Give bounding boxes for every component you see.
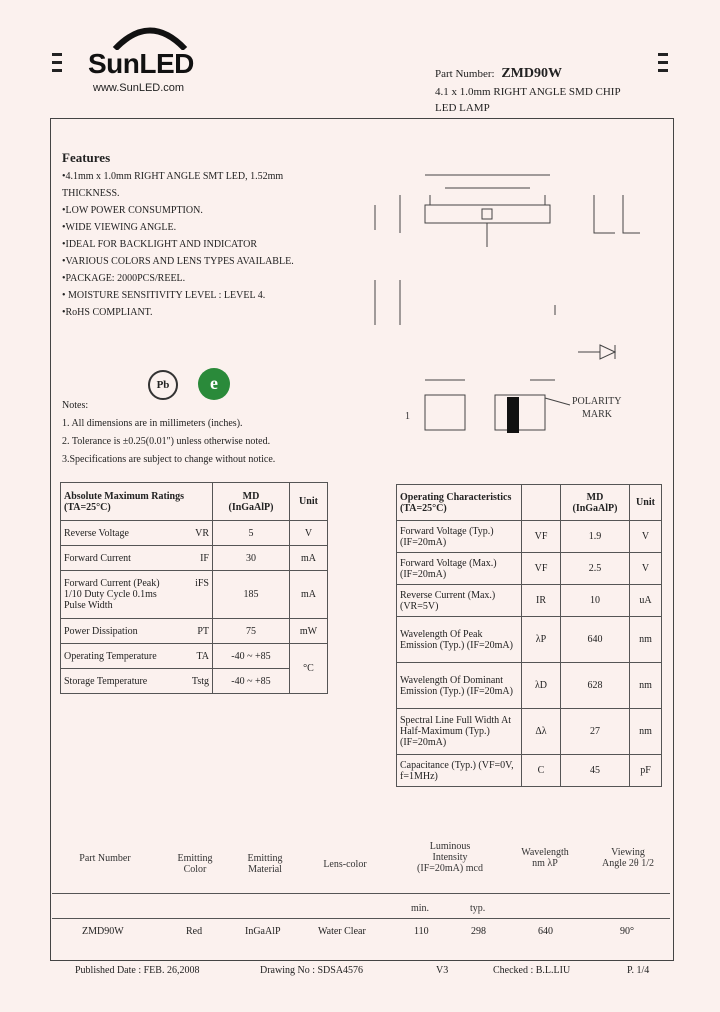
abs-max-md-header [213, 483, 290, 521]
table-row [397, 553, 662, 585]
sym: C [522, 755, 561, 787]
parts-sub-typ: typ. [470, 903, 486, 914]
header-bars-left [52, 53, 62, 77]
table-row [397, 709, 662, 755]
unit: °C [290, 644, 328, 694]
parts-row-min: 110 [414, 926, 429, 937]
notes [62, 397, 275, 469]
unit: uA [630, 585, 662, 617]
footer-drawing-number: Drawing No : SDSA4576 [260, 965, 364, 976]
unit: V [630, 521, 662, 553]
polarity-label: POLARITY [572, 396, 622, 407]
table-row [61, 571, 328, 619]
pb-free-label: Pb [156, 379, 170, 391]
md-label: MD [586, 491, 604, 503]
param: Forward Current [64, 552, 131, 564]
feature-item: •VARIOUS COLORS AND LENS TYPES AVAILABLE. [62, 256, 294, 267]
op-char-header-title: Operating Characteristics [400, 491, 512, 503]
value: 10 [561, 585, 630, 617]
features-list [62, 168, 294, 321]
polarity-mark [507, 397, 519, 433]
unit: nm [630, 709, 662, 755]
rohs-e-icon [198, 368, 230, 400]
value: 185 [213, 571, 290, 619]
table-row [397, 755, 662, 787]
unit: mA [290, 546, 328, 571]
param: Storage Temperature [64, 675, 148, 687]
unit: mW [290, 619, 328, 644]
param: Capacitance (Typ.) (VF=0V, f=1MHz) [397, 755, 522, 787]
unit: mA [290, 571, 328, 619]
sym: IF [200, 552, 209, 564]
table-row [397, 585, 662, 617]
table-row [61, 619, 328, 644]
table-row [61, 644, 328, 669]
parts-sub-min: min. [411, 903, 430, 914]
ingaalp-label: (InGaAlP) [572, 502, 618, 514]
param: Spectral Line Full Width At Half-Maximum (Typ.) (IF=20mA) [397, 709, 522, 755]
value: 5 [213, 521, 290, 546]
feature-item: •RoHS COMPLIANT. [62, 307, 153, 318]
part-number: ZMD90W [501, 66, 562, 81]
abs-max-header-title: Absolute Maximum Ratings [64, 490, 185, 502]
value: 1.9 [561, 521, 630, 553]
feature-item: •PACKAGE: 2000PCS/REEL. [62, 273, 186, 284]
notes-title: Notes: [62, 400, 89, 411]
value: 2.5 [561, 553, 630, 585]
value: -40 ~ +85 [213, 669, 290, 694]
parts-row-typ: 298 [471, 926, 486, 937]
pin-label: 1 [405, 411, 410, 422]
parts-row-part: ZMD90W [82, 926, 124, 937]
parts-header-intensity: Luminous Intensity (IF=20mA) mcd [417, 841, 483, 874]
feature-item: THICKNESS. [62, 188, 120, 199]
operating-characteristics-table [396, 484, 662, 787]
abs-max-header [61, 483, 213, 521]
op-char-md-header [561, 485, 630, 521]
op-char-unit-header: Unit [630, 485, 662, 521]
unit: nm [630, 663, 662, 709]
value: 628 [561, 663, 630, 709]
note-item: 3.Specifications are subject to change without notice. [62, 454, 276, 465]
unit: pF [630, 755, 662, 787]
sym: IR [522, 585, 561, 617]
package-dimension-diagram [360, 155, 660, 445]
rohs-e-label: e [210, 373, 218, 393]
param: Forward Voltage (Typ.) (IF=20mA) [397, 521, 522, 553]
table-row [61, 546, 328, 571]
value: 45 [561, 755, 630, 787]
op-char-header [397, 485, 522, 521]
op-char-sym-header [522, 485, 561, 521]
feature-item: •IDEAL FOR BACKLIGHT AND INDICATOR [62, 239, 257, 250]
sym: Tstg [191, 675, 209, 687]
param: Power Dissipation [64, 625, 138, 637]
value: 640 [561, 617, 630, 663]
parts-header-angle: Viewing Angle 2θ 1/2 [601, 847, 654, 869]
param: Wavelength Of Peak Emission (Typ.) (IF=20mA) [397, 617, 522, 663]
brand-website: www.SunLED.com [93, 82, 185, 94]
features-title: Features [62, 150, 111, 165]
note-item: 1. All dimensions are in millimeters (inches). [62, 418, 243, 429]
value: 30 [213, 546, 290, 571]
sym: VF [522, 521, 561, 553]
sym: VR [195, 527, 209, 539]
footer-page: P. 1/4 [627, 965, 650, 976]
parts-divider [52, 918, 670, 919]
pb-free-icon [148, 370, 178, 400]
part-number-label: Part Number: [435, 68, 495, 80]
sym: λD [522, 663, 561, 709]
sym: TA [196, 650, 209, 662]
header-bars-right [658, 53, 668, 77]
parts-row-wavelength: 640 [538, 926, 553, 937]
footer-published-date: Published Date : FEB. 26,2008 [75, 965, 200, 976]
parts-row-color: Red [186, 926, 203, 937]
table-row [61, 521, 328, 546]
logo-arc-icon [110, 22, 190, 50]
feature-item: •LOW POWER CONSUMPTION. [62, 205, 203, 216]
parts-header-part: Part Number [79, 853, 131, 864]
table-row [397, 617, 662, 663]
unit: nm [630, 617, 662, 663]
parts-divider [52, 893, 670, 894]
op-char-header-temp: (TA=25°C) [400, 502, 447, 514]
brand-logo: SunLED [88, 48, 194, 79]
param: Reverse Voltage [64, 527, 129, 539]
part-number-line [435, 66, 562, 82]
description-line1: 4.1 x 1.0mm RIGHT ANGLE SMD CHIP [435, 86, 621, 98]
table-row [397, 663, 662, 709]
sym: λP [522, 617, 561, 663]
absolute-max-ratings-table [60, 482, 328, 694]
feature-item: •4.1mm x 1.0mm RIGHT ANGLE SMT LED, 1.52mm [62, 171, 284, 182]
parts-header-color: Emitting Color [177, 853, 213, 875]
table-row [397, 521, 662, 553]
param: Operating Temperature [64, 650, 157, 662]
parts-row-angle: 90° [620, 926, 634, 937]
unit: V [630, 553, 662, 585]
ingaalp-label: (InGaAlP) [228, 501, 274, 513]
param: Forward Voltage (Max.) (IF=20mA) [397, 553, 522, 585]
parts-row-material: InGaAlP [245, 926, 281, 937]
sym: Δλ [522, 709, 561, 755]
polarity-mark-label: MARK [582, 409, 613, 420]
param: Forward Current (Peak) 1/10 Duty Cycle 0.1ms Pulse Width [64, 578, 160, 611]
description-line2: LED LAMP [435, 102, 490, 114]
unit: V [290, 521, 328, 546]
abs-max-unit-header: Unit [290, 483, 328, 521]
param: Reverse Current (Max.) (VR=5V) [397, 585, 522, 617]
abs-max-header-temp: (TA=25°C) [64, 501, 111, 513]
value: -40 ~ +85 [213, 644, 290, 669]
note-item: 2. Tolerance is ±0.25(0.01") unless otherwise noted. [62, 436, 271, 447]
footer-checked: Checked : B.L.LIU [493, 965, 571, 976]
parts-header-wavelength: Wavelength nm λP [521, 847, 569, 869]
sym: VF [522, 553, 561, 585]
parts-header-material: Emitting Material [247, 853, 283, 875]
table-row [61, 669, 328, 694]
md-label: MD [242, 490, 260, 502]
parts-header-lens: Lens-color [323, 859, 367, 870]
value: 75 [213, 619, 290, 644]
param: Wavelength Of Dominant Emission (Typ.) (IF=20mA) [397, 663, 522, 709]
feature-item: •WIDE VIEWING ANGLE. [62, 222, 177, 233]
footer-version: V3 [436, 965, 449, 976]
sym: iFS [195, 578, 209, 589]
sym: PT [197, 625, 209, 637]
parts-row-lens: Water Clear [318, 926, 366, 937]
feature-item: • MOISTURE SENSITIVITY LEVEL : LEVEL 4. [62, 290, 266, 301]
value: 27 [561, 709, 630, 755]
